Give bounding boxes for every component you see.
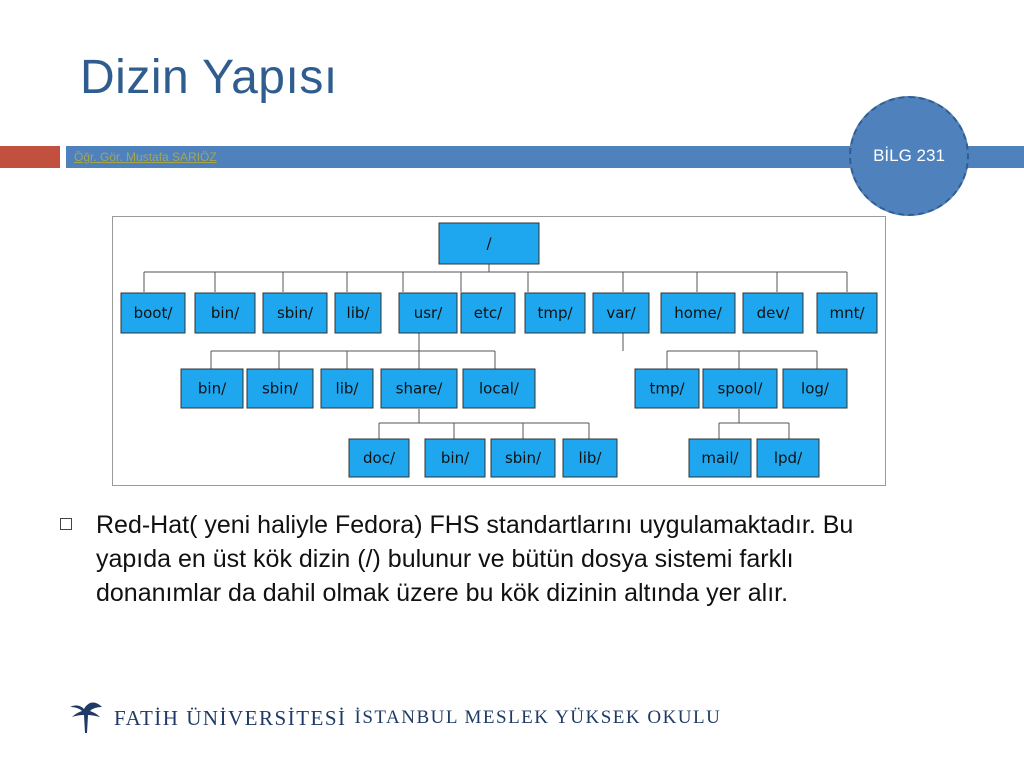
university-logo-icon xyxy=(66,701,106,735)
node-share-2 xyxy=(491,439,555,477)
node-share-0-label: doc/ xyxy=(363,449,395,467)
node-usr-4-label: local/ xyxy=(478,379,520,398)
node-share-3 xyxy=(563,439,617,477)
directory-tree-svg xyxy=(113,217,887,487)
node-root xyxy=(439,223,539,264)
node-root-label: / xyxy=(486,234,492,253)
node-share-1-label: bin/ xyxy=(440,449,470,467)
node-usr-4 xyxy=(463,369,535,408)
tree-nodes xyxy=(121,223,877,477)
node-usr-3-label: share/ xyxy=(395,379,443,398)
node-l1-6-label: tmp/ xyxy=(537,304,573,322)
node-l1-4 xyxy=(399,293,457,333)
node-usr-2-label: lib/ xyxy=(335,379,359,398)
node-l1-8 xyxy=(661,293,735,333)
node-spool-0 xyxy=(689,439,751,477)
university-name: FATİH ÜNİVERSİTESİ xyxy=(114,705,347,730)
node-var-2 xyxy=(783,369,847,408)
node-l1-10-label: mnt/ xyxy=(829,304,865,322)
node-l1-1 xyxy=(195,293,255,333)
bullet-square-icon xyxy=(60,518,72,530)
node-l1-0 xyxy=(121,293,185,333)
author-name: Öğr. Gör. Mustafa SARIÖZ xyxy=(74,150,217,164)
node-l1-3 xyxy=(335,293,381,333)
node-var-0 xyxy=(635,369,699,408)
node-l1-5-label: etc/ xyxy=(473,304,503,322)
footer xyxy=(66,700,721,736)
directory-tree-diagram xyxy=(112,216,886,486)
node-l1-7-label: var/ xyxy=(606,304,636,322)
node-spool-1-label: lpd/ xyxy=(773,449,803,467)
tree-links xyxy=(144,264,847,439)
course-badge-label: BİLG 231 xyxy=(873,146,945,165)
slide-title: Dizin Yapısı xyxy=(80,51,338,104)
node-var-1 xyxy=(703,369,777,408)
node-usr-3 xyxy=(381,369,457,408)
node-l1-10 xyxy=(817,293,877,333)
node-share-0 xyxy=(349,439,409,477)
node-l1-4-label: usr/ xyxy=(413,304,443,322)
node-l1-0-label: boot/ xyxy=(133,304,173,322)
course-badge xyxy=(849,96,969,216)
bullet-text: Red-Hat( yeni haliyle Fedora) FHS standartlarını uygulamaktadır. Bu yapıda en üst kök dizin (/) bulunur ve bütün dosya sistemi farklı donanımlar da dahil olmak üzere bu kök dizinin altında yer alır. xyxy=(96,511,854,607)
node-l1-1-label: bin/ xyxy=(210,304,240,322)
node-var-2-label: log/ xyxy=(801,379,829,398)
node-share-1 xyxy=(425,439,485,477)
node-l1-2 xyxy=(263,293,327,333)
node-l1-7 xyxy=(593,293,649,333)
node-l1-3-label: lib/ xyxy=(346,304,370,322)
node-l1-9 xyxy=(743,293,803,333)
node-l1-5 xyxy=(461,293,515,333)
node-var-1-label: spool/ xyxy=(717,379,763,398)
header-band-accent xyxy=(0,146,60,168)
node-spool-0-label: mail/ xyxy=(701,449,739,467)
node-l1-2-label: sbin/ xyxy=(276,304,314,322)
node-share-2-label: sbin/ xyxy=(504,449,542,467)
node-usr-1-label: sbin/ xyxy=(261,379,299,398)
school-name: İSTANBUL MESLEK YÜKSEK OKULU xyxy=(354,707,722,728)
node-l1-9-label: dev/ xyxy=(756,304,790,322)
node-l1-6 xyxy=(525,293,585,333)
node-var-0-label: tmp/ xyxy=(649,379,685,398)
node-usr-0-label: bin/ xyxy=(197,379,227,398)
node-spool-1 xyxy=(757,439,819,477)
node-usr-0 xyxy=(181,369,243,408)
node-share-3-label: lib/ xyxy=(578,449,602,467)
node-usr-2 xyxy=(321,369,373,408)
node-l1-8-label: home/ xyxy=(674,304,722,322)
node-usr-1 xyxy=(247,369,313,408)
